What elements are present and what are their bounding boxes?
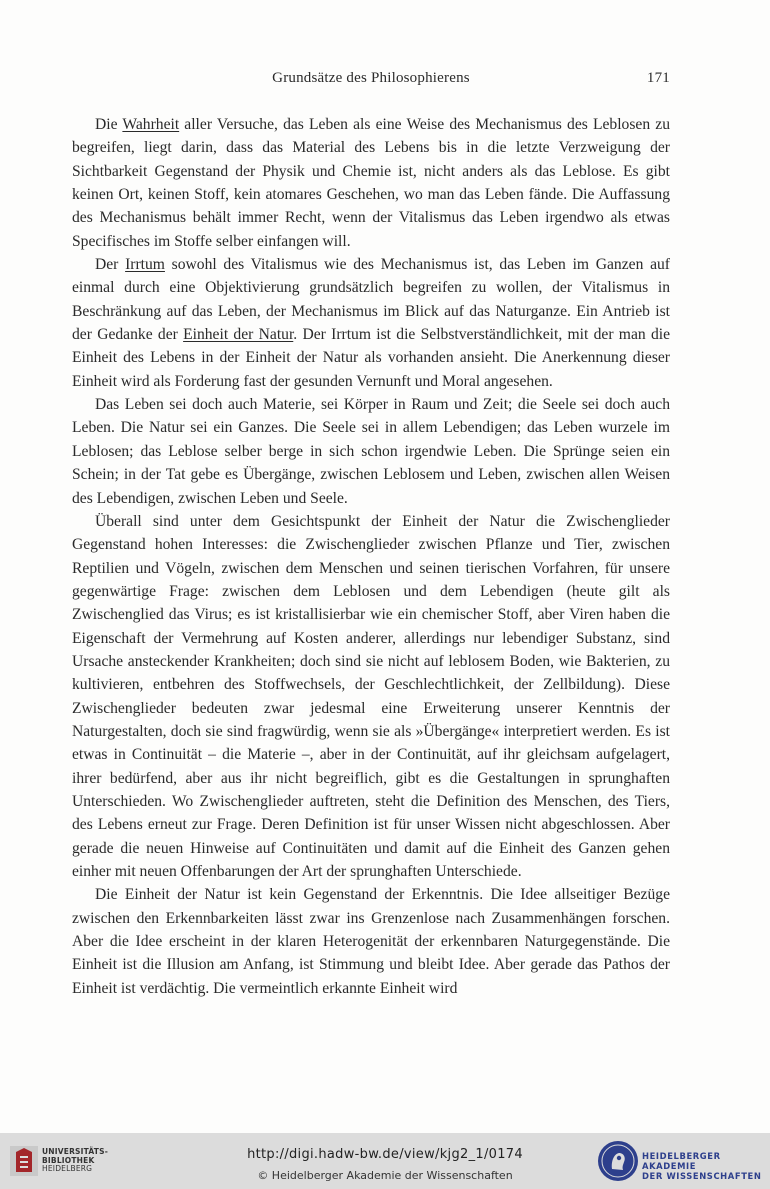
text-run: . Der Irrtum ist die Selbstverständlichkeit, mit der man die Einheit des Lebens in der Einheit der Natur als vorhanden ansieht. Die Anerkennung dieser Einheit wird als Forderung fast der gesunden Vernunft und Moral angesehen. — [72, 326, 670, 390]
academy-line-2: DER WISSENSCHAFTEN — [642, 1171, 762, 1181]
academy-name — [642, 1151, 770, 1181]
library-line-2: BIBLIOTHEK — [42, 1155, 95, 1165]
text-run: sowohl des Vitalismus wie des Mechanismus ist, das Leben im Ganzen auf einmal durch eine Objektivierung grundsätzlich begreifen zu wollen, der Vitalismus in Beschränkung auf das Leben, der Mechanismus im Blick auf das Naturganze. Ein Antrieb ist der Gedanke der — [72, 256, 670, 344]
paragraph-3: Das Leben sei doch auch Materie, sei Körper in Raum und Zeit; die Seele sei doch auch Leben. Die Natur sei ein Ganzes. Die Seele sei in allem Lebendigen; das Leben wurzele im Leblosen; das Leblose selber berge in sich schon irgendwie Leben. Die Sprünge seien ein Schein; in der Tat gebe es Übergänge, zwischen Leblosem und Leben, zwischen allen Weisen des Lebendigen, zwischen Leben und Seele. — [72, 396, 670, 507]
page-number: 171 — [646, 70, 670, 86]
body-text — [72, 113, 670, 1000]
library-line-1: UNIVERSITÄTS- — [42, 1147, 109, 1156]
underlined-term-wahrheit[interactable]: Wahrheit — [122, 116, 180, 133]
digitization-footer — [0, 1133, 770, 1189]
copyright-notice: © Heidelberger Akademie der Wissenschaften — [257, 1169, 513, 1182]
library-line-3: HEIDELBERG — [42, 1164, 93, 1174]
text-run: Die — [95, 116, 123, 133]
academy-line-1: HEIDELBERGER AKADEMIE — [642, 1151, 721, 1171]
academy-seal-icon[interactable] — [596, 1139, 640, 1183]
running-title: Grundsätze des Philosophierens — [272, 70, 470, 86]
paragraph-1 — [72, 113, 670, 253]
paragraph-5: Die Einheit der Natur ist kein Gegenstand der Erkenntnis. Die Idee allseitiger Bezüge zwischen den Erkennbarkeiten lässt zwar ins Grenzenlose nach Zusammenhängen forschen. Aber die Idee erscheint in der klaren Heterogenität der erkennbaren Naturgegenstände. Die Einheit ist die Illusion am Anfang, ist Stimmung und bleibt Idee. Aber gerade das Pathos der Einheit ist verdächtig. Die vermeintlich erkannte Einheit wird — [72, 886, 670, 997]
text-run: aller Versuche, das Leben als eine Weise des Mechanismus des Leblosen zu begreifen, liegt darin, dass das Material des Lebens bis in die letzte Verzweigung der Sichtbarkeit Gegenstand der Physik und Chemie ist, nicht anders als das Leblose. Es gibt keinen Ort, keinen Stoff, kein atomares Geschehen, wo man das Leben fände. Die Auffassung des Mechanismus behält immer Recht, wenn der Vitalismus das Leben irgendwo als etwas Specifisches im Stoffe selber einfangen will. — [72, 116, 670, 250]
paragraph-2 — [72, 253, 670, 393]
paragraph-4: Überall sind unter dem Gesichtspunkt der Einheit der Natur die Zwischenglieder Gegenstand hohen Interesses: die Zwischenglieder zwischen Pflanze und Tier, zwischen Reptilien und Vögeln, zwischen dem Menschen und seinen tierischen Vorfahren, für unsere gegenwärtige Frage: zwischen dem Leblosen und dem Lebendigen (heute gilt als Zwischenglied das Virus; es ist kristallisierbar wie ein chemischer Stoff, aber Viren haben die Eigenschaft der Vermehrung auf Kosten anderer, allerdings nur lebendiger Substanz, sind Ursache ansteckender Krankheiten; doch sind sie nicht auf leblosem Boden, wie Bakterien, zu kultivieren, entbehren des Stoffwechsels, der Geschlechtlichkeit, der Zellbildung). Diese Zwischenglieder bedeuten zwar jedesmal eine Erweiterung unserer Kenntnis der Naturgestalten, doch sie sind fragwürdig, wenn sie als »Übergänge« interpretiert werden. Es ist etwas in Continuität – die Materie –, aber in der Continuität, auf ihr gleichsam aufgelagert, ihrer bedürfend, aber aus ihr nicht begreiflich, gibt es die Gestaltungen in sprunghaften Unterschieden. Wo Zwischenglieder auftreten, steht die Definition des Menschen, des Tiers, des Lebens erneut zur Frage. Deren Definition ist für unser Wissen nicht abgeschlossen. Aber gerade die neuen Hinweise auf Continuitäten und damit auf die Einheit des Ganzen gehen einher mit neuen Offenbarungen der Art der sprunghaften Unterschiede. — [72, 512, 670, 880]
text-run: Der — [95, 256, 126, 274]
permalink-url[interactable]: http://digi.hadw-bw.de/view/kjg2_1/0174 — [247, 1147, 523, 1162]
underlined-term-einheit-der-natur[interactable]: Einheit der Natur — [183, 326, 294, 344]
underlined-term-irrtum[interactable]: Irrtum — [125, 256, 165, 274]
running-head — [72, 70, 670, 92]
